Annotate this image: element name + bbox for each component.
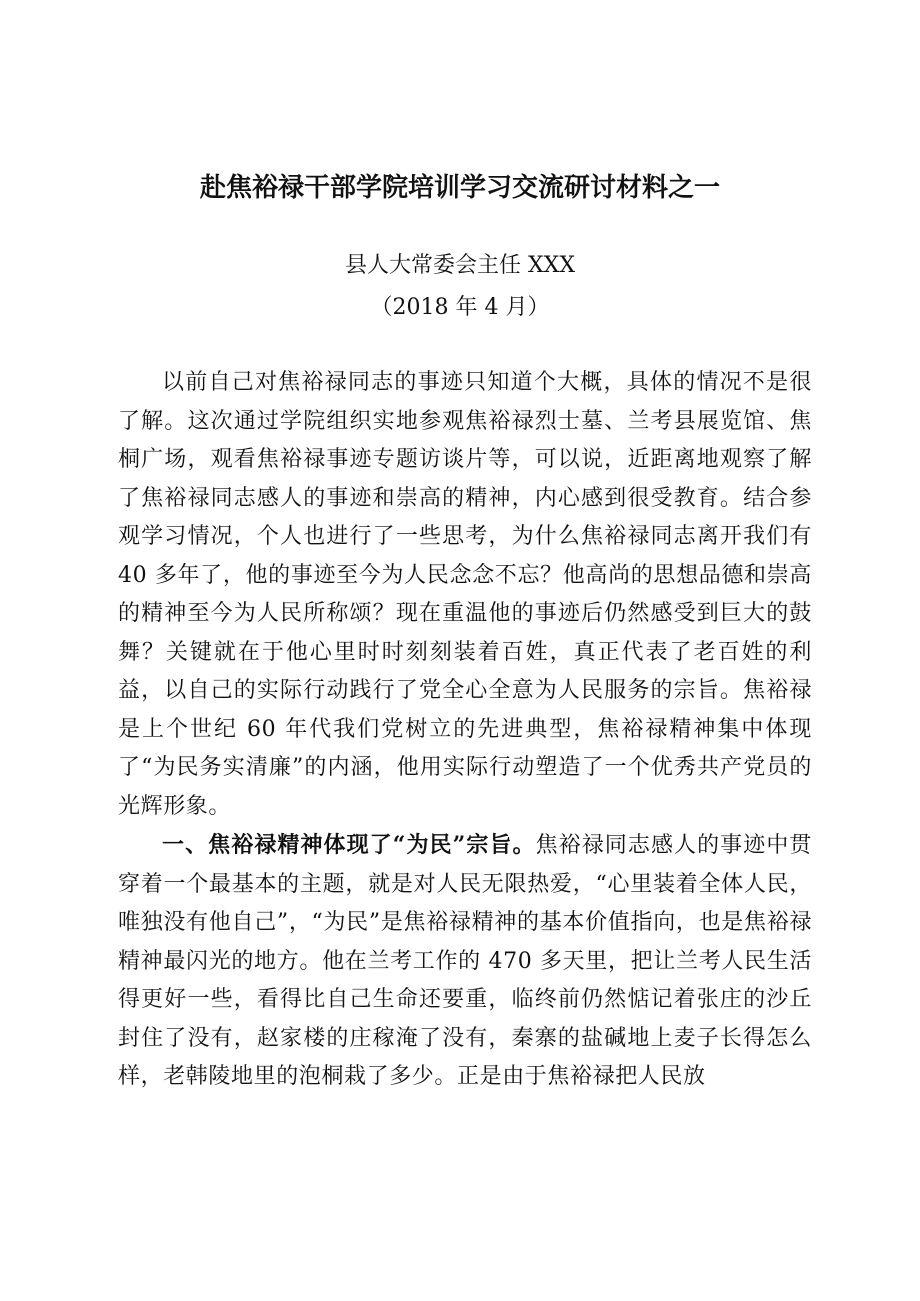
paragraph-section-one-text: 焦裕禄同志感人的事迹中贯穿着一个最基本的主题，就是对人民无限热爱，“心里装着全体人民，唯独没有他自己”，“为民”是焦裕禄精神的基本价值指向，也是焦裕禄精神最闪光的地方。他在兰考工作的 470 多天里，把让兰考人民生活得更好一些，看得比自己生命还要重，临终前仍然惦记着张庄的沙丘封住了没有，赵家楼的庄稼淹了没有，秦寨的盐碱地上麦子长得怎么样，老韩陵地里的泡桐栽了多少。正是由于焦裕禄把人民放 bbox=[118, 833, 812, 1089]
document-date: （2018 年 4 月） bbox=[370, 295, 550, 320]
paragraph-intro-text: 以前自己对焦裕禄同志的事迹只知道个大概，具体的情况不是很了解。这次通过学院组织实地参观焦裕禄烈士墓、兰考县展览馆、焦桐广场，观看焦裕禄事迹专题访谈片等，可以说，近距离地观察了解了焦裕禄同志感人的事迹和崇高的精神，内心感到很受教育。结合参观学习情况，个人也进行了一些思考，为什么焦裕禄同志离开我们有 40 多年了，他的事迹至今为人民念念不忘？他高尚的思想品德和崇高的精神至今为人民所称颂？现在重温他的事迹后仍然感受到巨大的鼓舞？关键就在于他心里时时刻刻装着百姓，真正代表了老百姓的利益，以自己的实际行动践行了党全心全意为人民服务的宗旨。焦裕禄是上个世纪 60 年代我们党树立的先进典型，焦裕禄精神集中体现了“为民务实清廉”的内涵，他用实际行动塑造了一个优秀共产党员的光辉形象。 bbox=[118, 370, 812, 819]
document-author: 县人大常委会主任 XXX bbox=[345, 253, 575, 278]
document-title: 赴焦裕禄干部学院培训学习交流研讨材料之一 bbox=[199, 173, 720, 203]
document-body bbox=[118, 364, 812, 1097]
section-one-heading: 一、焦裕禄精神体现了“为民”宗旨。 bbox=[162, 832, 536, 858]
paragraph-intro bbox=[118, 364, 812, 826]
paragraph-section-one bbox=[118, 826, 812, 1097]
